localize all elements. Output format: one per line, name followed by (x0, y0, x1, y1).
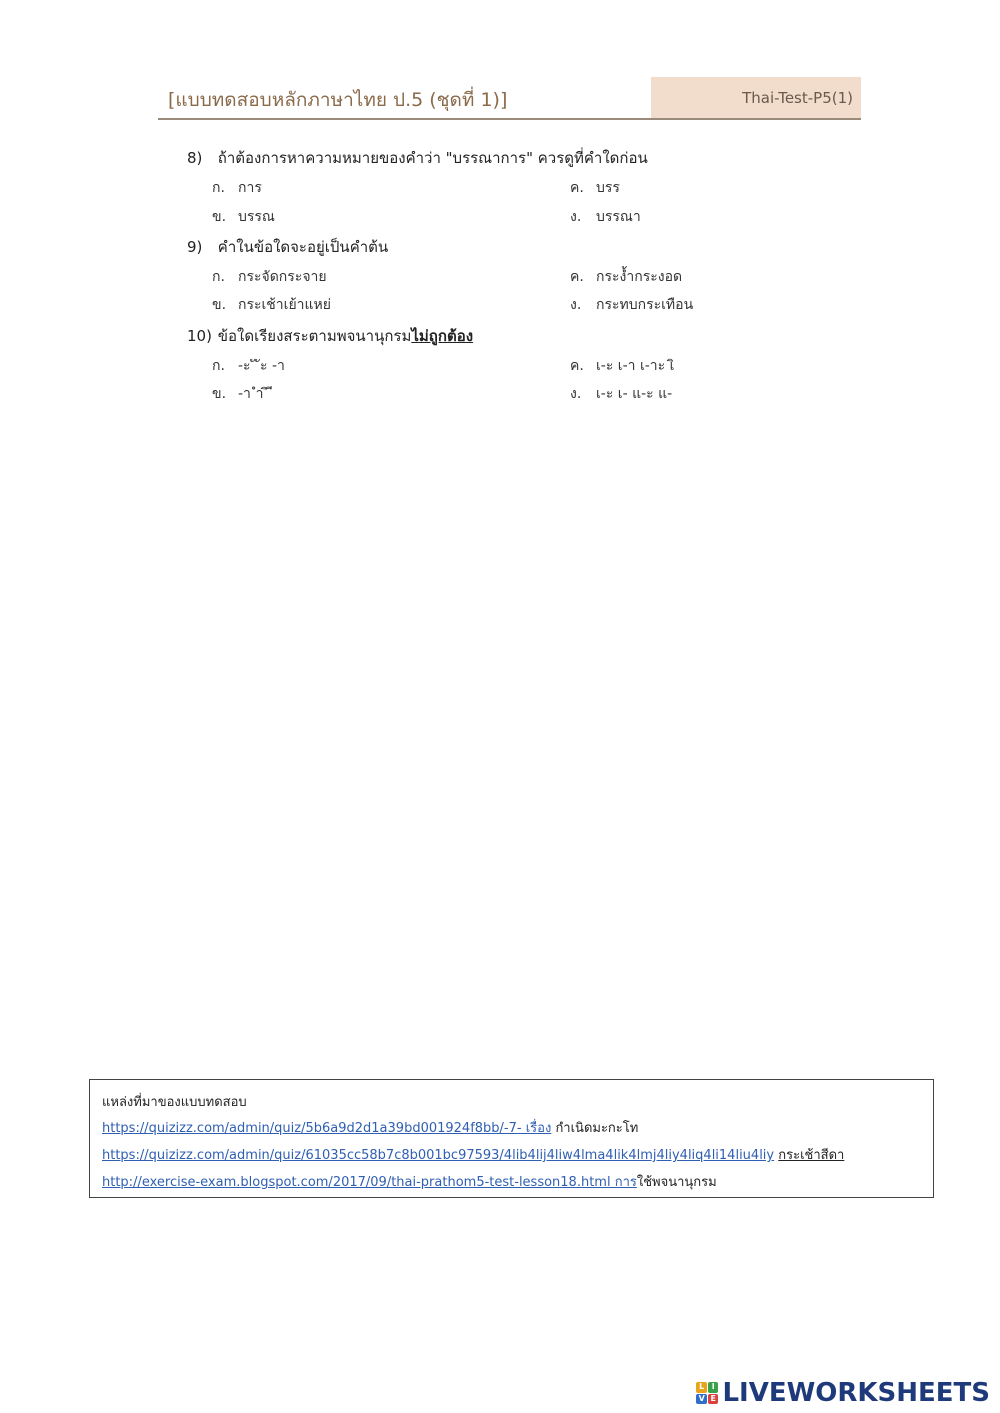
option-item[interactable] (570, 266, 682, 288)
option-letter: ก. (212, 180, 225, 196)
source-topic: กำเนิดมะกะโท (555, 1121, 639, 1136)
question-number: 10) (187, 327, 212, 345)
option-text: การ (238, 180, 262, 196)
option-item[interactable] (570, 206, 641, 228)
option-item[interactable] (212, 383, 273, 405)
question-10 (187, 324, 473, 348)
option-text: เ-ะ เ- แ-ะ แ- (596, 386, 673, 402)
question-number: 8) (187, 149, 203, 167)
source-line (102, 1171, 717, 1192)
logo-tile: I (708, 1382, 719, 1393)
option-letter: ข. (212, 386, 227, 402)
option-text: บรรณ (238, 209, 275, 225)
option-letter: ง. (570, 386, 582, 402)
logo-tile: E (708, 1394, 719, 1405)
option-text: กระทบกระเทือน (596, 297, 694, 313)
option-item[interactable] (570, 383, 672, 405)
option-item[interactable] (212, 294, 331, 316)
option-letter: ก. (212, 358, 225, 374)
source-link[interactable]: https://quizizz.com/admin/quiz/61035cc58b7c8b001bc97593/4lib4lij4liw4lma4lik4lmj4liy4liq4li14liu4liy (102, 1148, 775, 1163)
option-text: -า ำ ิ ี (238, 386, 273, 402)
question-9 (187, 235, 388, 259)
logo-tile: L (696, 1382, 707, 1393)
option-item[interactable] (570, 294, 693, 316)
option-text: กระจัดกระจาย (238, 269, 327, 285)
question-text: ข้อใดเรียงสระตามพจนานุกรม (217, 327, 412, 345)
option-text: บรรณา (596, 209, 641, 225)
option-item[interactable] (212, 206, 275, 228)
header-divider (158, 118, 861, 120)
option-text: กระเช้าเย้าแหย่ (238, 297, 331, 313)
option-item[interactable] (570, 355, 674, 377)
page-header (158, 77, 861, 120)
logo-tile: V (696, 1394, 707, 1405)
question-text: คำในข้อใดจะอยู่เป็นคำต้น (217, 238, 389, 256)
source-link[interactable]: http://exercise-exam.blogspot.com/2017/09/thai-prathom5-test-lesson18.html การ (102, 1175, 637, 1190)
option-letter: ค. (570, 269, 584, 285)
option-letter: ค. (570, 180, 584, 196)
question-number: 9) (187, 238, 203, 256)
option-item[interactable] (570, 177, 620, 199)
option-letter: ง. (570, 209, 582, 225)
sources-title: แหล่งที่มาของแบบทดสอบ (102, 1095, 247, 1110)
option-letter: ข. (212, 209, 227, 225)
option-letter: ค. (570, 358, 584, 374)
header-code-box (651, 77, 861, 118)
question-8 (187, 146, 648, 170)
source-line (102, 1117, 638, 1138)
option-item[interactable] (212, 266, 327, 288)
question-emphasis: ไม่ถูกต้อง (411, 327, 474, 345)
option-letter: ก. (212, 269, 225, 285)
sources-box (89, 1079, 934, 1198)
question-text: ถ้าต้องการหาความหมายของคำว่า "บรรณาการ" ควรดูที่คำใดก่อน (217, 149, 648, 167)
header-title: [แบบทดสอบหลักภาษาไทย ป.5 (ชุดที่ 1)] (168, 89, 508, 111)
option-text: เ-ะ เ-า เ-าะ เิ (596, 358, 675, 374)
source-link[interactable]: https://quizizz.com/admin/quiz/5b6a9d2d1a39bd001924f8bb/-7- เรื่อง (102, 1121, 552, 1136)
source-topic: ใช้พจนานุกรม (636, 1175, 717, 1190)
brand-name: LIVEWORKSHEETS (722, 1378, 990, 1408)
liveworksheets-brand (696, 1378, 990, 1408)
header-code: Thai-Test-P5(1) (742, 89, 853, 107)
option-text: บรร (596, 180, 620, 196)
option-text: -ะ ั ัะ -า (238, 358, 285, 374)
option-item[interactable] (212, 177, 262, 199)
option-text: กระง้ำกระงอด (596, 269, 683, 285)
option-letter: ง. (570, 297, 582, 313)
option-item[interactable] (212, 355, 285, 377)
source-topic: กระเช้าสีดา (778, 1148, 845, 1163)
option-letter: ข. (212, 297, 227, 313)
source-line (102, 1144, 844, 1165)
liveworksheets-logo-icon (696, 1382, 718, 1404)
